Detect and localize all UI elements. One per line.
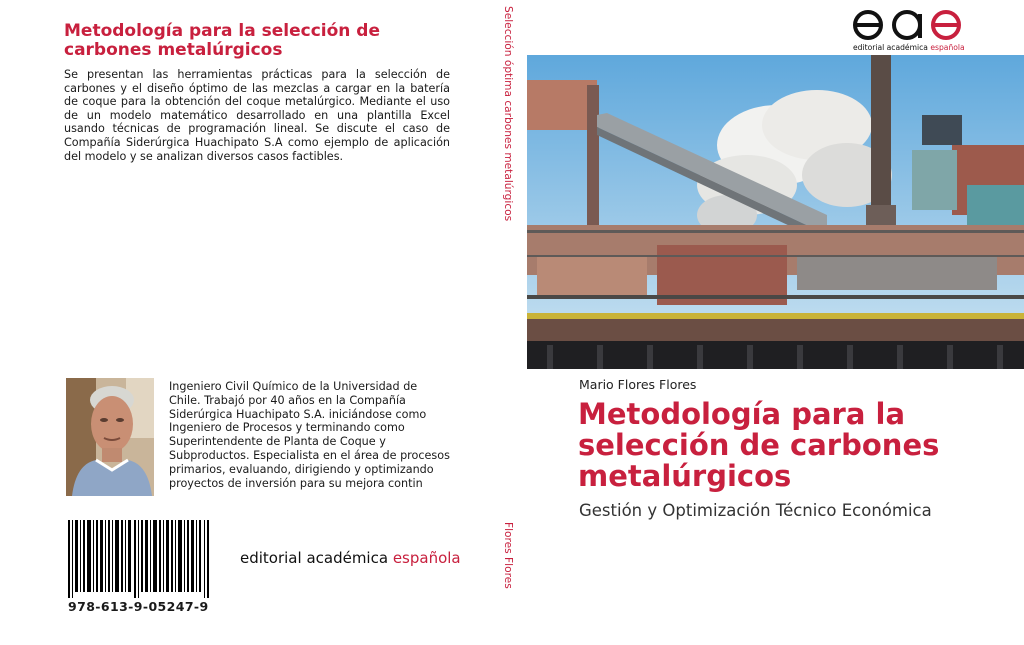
author-bio: Ingeniero Civil Químico de la Universidad de Chile. Trabajó por 40 años en la Compañía Siderúrgica Huachipato S.A. iniciándose como Ingeniero de Procesos y terminando como Superintendente de Planta de Coque y Subproductos. Especialista en el área de procesos primarios, evaluando, dirigiendo y optimizando proyectos de inversión para su mejora contin (169, 380, 450, 490)
front-subtitle: Gestión y Optimización Técnico Económica (579, 501, 932, 520)
back-cover-blurb: Se presentan las herramientas prácticas para la selección de carbones y el diseño óptimo de las mezclas a cargar en la batería de coque para la obtención del coque metalúrgico. Mediante el uso de un modelo matemático desarrollado en una plantilla Excel usando técnicas de programación lineal. Se discute el caso de Compañía Siderúrgica Huachipato S.A como ejemplo de aplicación del modelo y se analizan diversos casos factibles. (64, 68, 450, 163)
publisher-name-accent: española (392, 549, 461, 567)
author-photo (66, 378, 154, 496)
logo-caption-part: editorial académica (853, 43, 931, 52)
logo-caption-accent: española (930, 43, 965, 52)
spine-author: Flores Flores (502, 522, 514, 589)
barcode (68, 520, 212, 598)
front-title: Metodología para la selección de carbones metalúrgicos (578, 397, 940, 493)
front-author: Mario Flores Flores (579, 377, 697, 392)
publisher-name-back (240, 549, 461, 567)
back-cover-title: Metodología para la selección de carbones metalúrgicos (64, 21, 381, 60)
steel-plant-photo (527, 55, 1024, 369)
publisher-name-part: editorial académica (240, 549, 393, 567)
spine-title: Selección óptima carbones metalúrgicos (502, 6, 514, 222)
logo-caption (853, 43, 965, 52)
isbn-number: 978-613-9-05247-9 (68, 599, 209, 614)
